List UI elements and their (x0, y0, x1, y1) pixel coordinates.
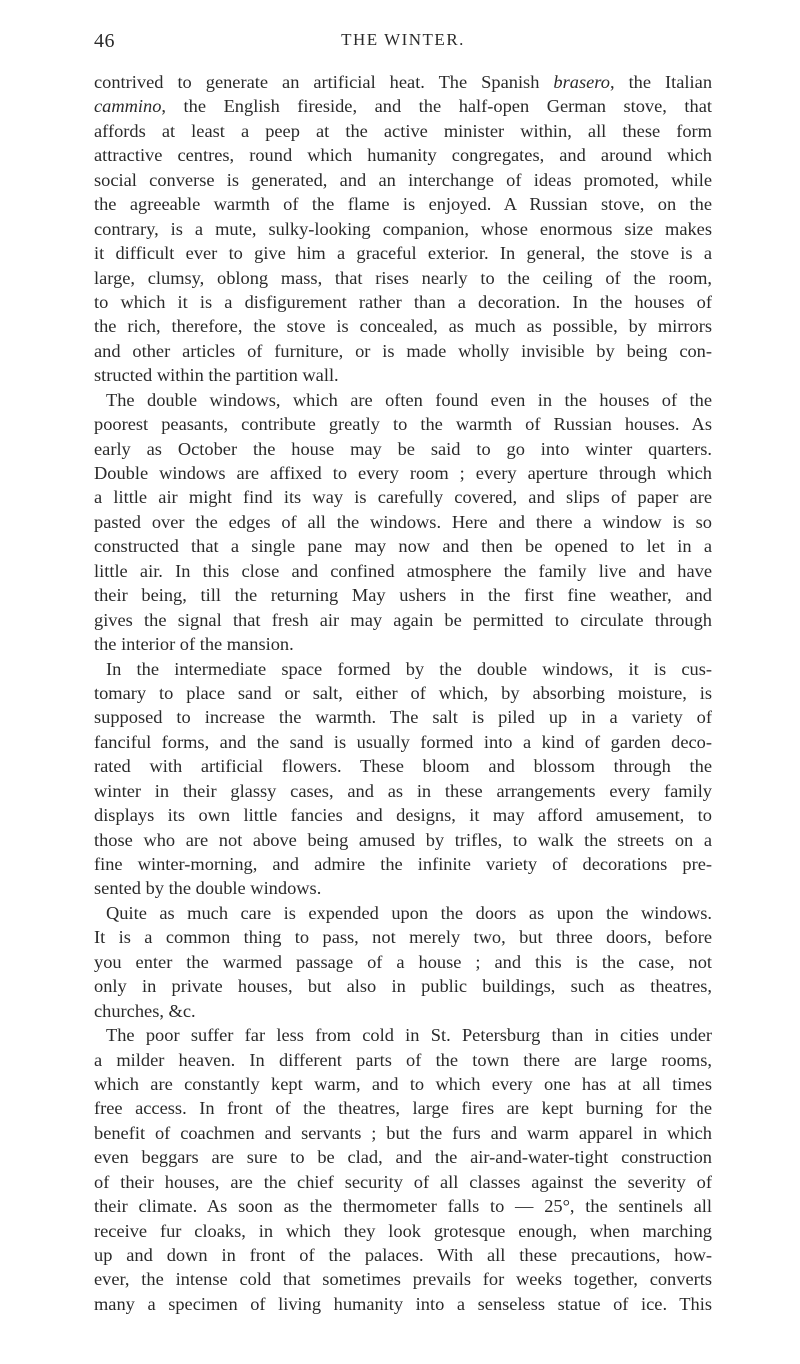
text-line (94, 608, 712, 632)
text-run: constructed that a single pane may now and then be opened to let in a (94, 536, 712, 557)
text-line (94, 534, 712, 558)
text-line (94, 437, 712, 461)
text-line (94, 583, 712, 607)
text-line (94, 94, 712, 118)
text-run: fanciful forms, and the sand is usually formed into a kind of garden deco- (94, 731, 712, 752)
text-run: sented by the double windows. (94, 878, 322, 899)
text-line (94, 168, 712, 192)
text-run: ever, the intense cold that sometimes prevails for weeks together, converts (94, 1269, 712, 1290)
text-line (94, 461, 712, 485)
text-line (94, 363, 712, 387)
text-run: their climate. As soon as the thermometer falls to — 25°, the sentinels all (94, 1196, 712, 1217)
text-run: pasted over the edges of all the windows. Here and there a window is so (94, 511, 712, 532)
text-line (94, 632, 712, 656)
text-run: The poor suffer far less from cold in St. Petersburg than in cities under (106, 1025, 712, 1046)
text-run: fine winter-morning, and admire the infinite variety of decorations pre- (94, 854, 712, 874)
text-line (94, 290, 712, 314)
text-line (94, 876, 712, 900)
text-line (94, 779, 712, 803)
text-line (94, 1267, 712, 1291)
body-text (94, 70, 712, 1316)
italic-word: brasero (553, 72, 610, 92)
text-run: only in private houses, but also in public buildings, such as theatres, (94, 976, 712, 997)
text-run: In the intermediate space formed by the double windows, it is cus- (106, 658, 712, 679)
text-run: The double windows, which are often found even in the houses of the (106, 389, 712, 410)
text-run: Quite as much care is expended upon the doors as upon the windows. (106, 902, 712, 923)
text-line (94, 388, 712, 412)
text-run: little air. In this close and confined atmosphere the family live and have (94, 560, 712, 581)
text-line (94, 485, 712, 509)
text-line (94, 950, 712, 974)
text-line (94, 1194, 712, 1218)
text-line (94, 266, 712, 290)
text-line (94, 999, 712, 1023)
text-run: , the Italian (609, 72, 713, 92)
text-line (94, 974, 712, 998)
text-line (94, 705, 712, 729)
text-line (94, 412, 712, 436)
text-run: contrary, is a mute, sulky-looking companion, whose enormous size makes (94, 218, 712, 239)
text-line (94, 1292, 712, 1316)
text-line (94, 925, 712, 949)
text-run: many a specimen of living humanity into a senseless statue of ice. This (94, 1293, 712, 1314)
text-line (94, 192, 712, 216)
text-line (94, 314, 712, 338)
running-head (94, 30, 712, 54)
text-run: displays its own little fancies and designs, it may afford amusement, to (94, 805, 712, 826)
text-run: a milder heaven. In different parts of the town there are large rooms, (94, 1049, 712, 1070)
text-line (94, 241, 712, 265)
text-run: Double windows are affixed to every room ; every aperture through which (94, 463, 712, 483)
text-run: and other articles of furniture, or is made wholly invisible by being con- (94, 340, 712, 361)
text-run: it difficult ever to give him a graceful exterior. In general, the stove is a (94, 243, 712, 264)
text-run: free access. In front of the theatres, large fires are kept burning for the (94, 1098, 712, 1119)
text-line (94, 852, 712, 876)
text-line (94, 119, 712, 143)
text-line (94, 1072, 712, 1096)
text-run: large, clumsy, oblong mass, that rises nearly to the ceiling of the room, (94, 267, 712, 288)
text-run: It is a common thing to pass, not merely two, but three doors, before (94, 927, 712, 948)
text-line (94, 143, 712, 167)
text-run: attractive centres, round which humanity congregates, and around which (94, 145, 712, 166)
running-title: THE WINTER. (341, 30, 465, 49)
text-run: poorest peasants, contribute greatly to the warmth of Russian houses. As (94, 414, 712, 435)
text-line (94, 828, 712, 852)
text-run: the rich, therefore, the stove is concealed, as much as possible, by mirrors (94, 316, 712, 337)
text-run: the interior of the mansion. (94, 634, 294, 655)
text-run: receive fur cloaks, in which they look grotesque enough, when marching (94, 1220, 712, 1241)
text-line (94, 901, 712, 925)
text-line (94, 1023, 712, 1047)
text-run: of their houses, are the chief security of all classes against the severity of (94, 1171, 712, 1192)
text-line (94, 339, 712, 363)
text-line (94, 559, 712, 583)
text-run: benefit of coachmen and servants ; but the furs and warm apparel in which (94, 1122, 712, 1143)
text-line (94, 1145, 712, 1169)
text-run: affords at least a peep at the active minister within, all these form (94, 120, 712, 141)
text-run: to which it is a disfigurement rather than a decoration. In the houses of (94, 291, 712, 312)
text-run: even beggars are sure to be clad, and the air-and-water-tight construction (94, 1147, 712, 1168)
page-number: 46 (94, 30, 115, 52)
text-line (94, 1243, 712, 1267)
text-run: social converse is generated, and an interchange of ideas promoted, while (94, 169, 712, 190)
text-run: winter in their glassy cases, and as in these arrangements every family (94, 780, 712, 801)
text-line (94, 657, 712, 681)
text-run: their being, till the returning May ushers in the first fine weather, and (94, 585, 712, 606)
text-run: the agreeable warmth of the flame is enjoyed. A Russian stove, on the (94, 194, 712, 215)
text-line (94, 803, 712, 827)
text-run: up and down in front of the palaces. With all these precautions, how- (94, 1245, 712, 1265)
text-run: supposed to increase the warmth. The salt is piled up in a variety of (94, 707, 712, 728)
text-line (94, 510, 712, 534)
text-run: you enter the warmed passage of a house ; and this is the case, not (94, 951, 712, 972)
text-run: rated with artificial flowers. These bloom and blossom through the (94, 756, 712, 777)
text-line (94, 1121, 712, 1145)
text-line (94, 730, 712, 754)
text-run: contrived to generate an artificial heat. The Spanish (94, 72, 554, 92)
text-line (94, 1096, 712, 1120)
italic-word: cammino (94, 96, 162, 117)
text-line (94, 681, 712, 705)
text-line (94, 1048, 712, 1072)
text-run: which are constantly kept warm, and to which every one has at all times (94, 1073, 712, 1094)
text-line (94, 754, 712, 778)
text-line (94, 1219, 712, 1243)
text-line (94, 1170, 712, 1194)
text-run: tomary to place sand or salt, either of which, by absorbing moisture, is (94, 682, 712, 703)
text-run: structed within the partition wall. (94, 365, 339, 386)
text-line (94, 217, 712, 241)
text-run: churches, &c. (94, 1000, 196, 1021)
text-run: gives the signal that fresh air may again be permitted to circulate through (94, 609, 712, 630)
text-run: early as October the house may be said to go into winter quarters. (94, 438, 712, 459)
text-run: , the English fireside, and the half-open German stove, that (161, 96, 712, 117)
text-run: a little air might find its way is carefully covered, and slips of paper are (94, 487, 712, 508)
text-run: those who are not above being amused by trifles, to walk the streets on a (94, 829, 712, 850)
text-line (94, 70, 712, 94)
